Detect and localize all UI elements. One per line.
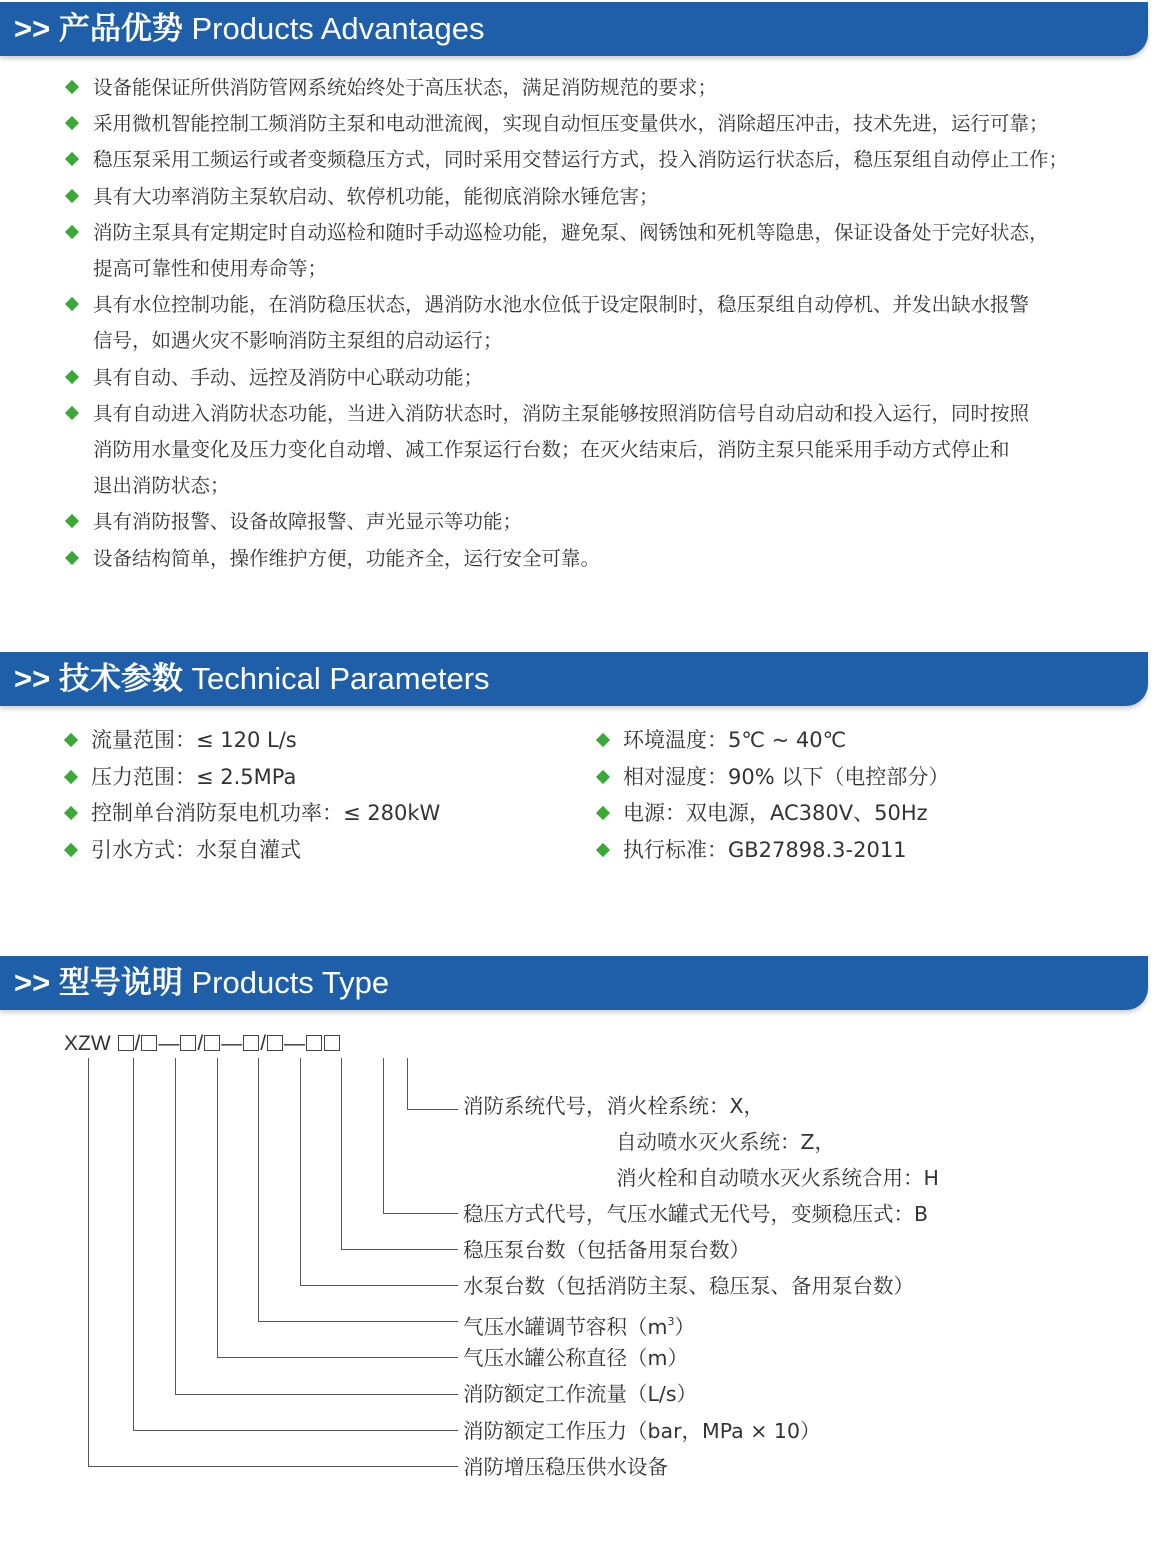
diamond-bullet-icon	[65, 80, 79, 94]
code-slot	[118, 1035, 134, 1051]
param-text: 流量范围：≤ 120 L/s	[91, 728, 297, 752]
advantage-item	[66, 541, 1068, 577]
advantage-item	[66, 70, 1068, 106]
connector-line	[258, 1321, 458, 1322]
advantage-text: 具有大功率消防主泵软启动、软停机功能，能彻底消除水锤危害；	[93, 184, 659, 208]
advantage-item-continued	[66, 432, 1068, 468]
code-separator: /	[197, 1032, 204, 1055]
connector-line	[175, 1058, 176, 1394]
param-text: 执行标准：GB27898.3-2011	[623, 837, 907, 862]
desc-tank-volume: 气压水罐调节容积$(m^3)$	[463, 1315, 695, 1339]
connector-line	[133, 1430, 458, 1431]
connector-line	[217, 1357, 458, 1358]
diamond-bullet-icon	[65, 116, 79, 130]
param-text: 电源：双电源，AC380V、50Hz	[623, 801, 928, 825]
advantage-text: 具有自动、手动、远控及消防中心联动功能；	[93, 365, 484, 389]
diamond-bullet-icon	[64, 806, 78, 820]
diamond-bullet-icon	[65, 152, 79, 166]
desc-system-code: 消防系统代号，消火栓系统：X，	[463, 1094, 765, 1118]
section-header-advantages	[0, 2, 1148, 56]
advantage-text: 消防用水量变化及压力变化自动增、减工作泵运行台数；在灭火结束后，消防主泵只能采用手动方式停止和	[93, 438, 1010, 462]
model-code	[64, 1030, 341, 1058]
param-text: 相对湿度：90% 以下（电控部分）	[623, 764, 950, 789]
connector-line	[217, 1058, 218, 1357]
desc-rated-flow: 消防额定工作流量（L/s）	[463, 1382, 698, 1406]
code-slot	[180, 1035, 196, 1051]
advantage-item	[66, 360, 1068, 396]
diamond-bullet-icon	[596, 842, 610, 856]
param-item	[596, 759, 949, 796]
diamond-bullet-icon	[64, 733, 78, 747]
connector-line	[407, 1109, 458, 1110]
section-header-params	[0, 652, 1148, 706]
header-arrow: >>	[14, 661, 51, 696]
connector-line	[88, 1058, 89, 1466]
advantage-item	[66, 396, 1068, 432]
section-header-type	[0, 956, 1148, 1010]
code-slot	[204, 1035, 220, 1051]
diamond-bullet-icon	[65, 406, 79, 420]
diamond-bullet-icon	[596, 806, 610, 820]
advantage-item	[66, 287, 1068, 323]
advantage-text: 提高可靠性和使用寿命等；	[93, 257, 328, 281]
header-arrow: >>	[14, 965, 51, 1000]
header-title-cn: 技术参数	[58, 661, 183, 696]
diamond-bullet-icon	[596, 733, 610, 747]
header-title-en: Products Advantages	[191, 11, 485, 46]
advantage-text: 稳压泵采用工频运行或者变频稳压方式，同时采用交替运行方式，投入消防运行状态后，稳压泵组自动停止工作；	[93, 148, 1069, 172]
advantage-item	[66, 179, 1068, 215]
code-separator: /	[260, 1032, 267, 1055]
connector-line	[175, 1394, 458, 1395]
advantage-item-continued	[66, 323, 1068, 359]
connector-line	[88, 1466, 458, 1467]
param-item	[64, 722, 440, 759]
advantage-text: 具有消防报警、设备故障报警、声光显示等功能；	[93, 510, 523, 534]
connector-line	[383, 1058, 384, 1213]
connector-line	[300, 1285, 458, 1286]
diamond-bullet-icon	[65, 297, 79, 311]
param-text: 压力范围：≤ 2.5MPa	[91, 764, 297, 789]
connector-line	[258, 1058, 259, 1321]
advantage-text: 具有自动进入消防状态功能，当进入消防状态时，消防主泵能够按照消防信号自动启动和投入运行，同时按照	[93, 401, 1030, 425]
header-arrow: >>	[14, 11, 51, 46]
code-dash: —	[284, 1032, 306, 1055]
diamond-bullet-icon	[65, 551, 79, 565]
advantage-item	[66, 142, 1068, 178]
code-slot	[141, 1035, 157, 1051]
connector-line	[133, 1058, 134, 1430]
desc-pressure-mode: 稳压方式代号，气压水罐式无代号，变频稳压式：B	[463, 1202, 929, 1226]
diamond-bullet-icon	[65, 370, 79, 384]
connector-line	[407, 1058, 408, 1109]
advantages-list	[66, 70, 1068, 577]
advantage-item	[66, 504, 1068, 540]
advantage-text: 设备结构简单，操作维护方便，功能齐全，运行安全可靠。	[93, 546, 601, 570]
advantage-text: 消防主泵具有定期定时自动巡检和随时手动巡检功能，避免泵、阀锈蚀和死机等隐患，保证设备处于完好状态，	[93, 220, 1049, 244]
advantage-item	[66, 106, 1068, 142]
desc-system-code-z: 自动喷水灭火系统：Z，	[616, 1130, 836, 1154]
param-text: 控制单台消防泵电机功率：≤ 280kW	[91, 801, 441, 825]
code-slot	[324, 1035, 340, 1051]
params-right-column	[596, 722, 949, 868]
desc-stabilizer-count: 稳压泵台数（包括备用泵台数）	[463, 1238, 750, 1262]
header-title-en: Technical Parameters	[191, 661, 490, 696]
code-dash: —	[158, 1032, 180, 1055]
desc-pump-count: 水泵台数（包括消防主泵、稳压泵、备用泵台数）	[463, 1274, 914, 1298]
advantage-item-continued	[66, 251, 1068, 287]
code-separator: /	[134, 1032, 141, 1055]
param-item	[596, 722, 949, 759]
advantage-item-continued	[66, 468, 1068, 504]
params-left-column	[64, 722, 440, 868]
param-item	[64, 759, 440, 796]
param-item	[64, 832, 440, 869]
diamond-bullet-icon	[65, 189, 79, 203]
connector-line	[341, 1058, 342, 1249]
code-dash: —	[221, 1032, 243, 1055]
advantage-text: 退出消防状态；	[93, 474, 230, 498]
param-item	[64, 795, 440, 832]
diamond-bullet-icon	[596, 769, 610, 783]
advantage-text: 采用微机智能控制工频消防主泵和电动泄流阀，实现自动恒压变量供水，消除超压冲击，技术先进，运行可靠；	[93, 112, 1049, 136]
param-text: 引水方式：水泵自灌式	[91, 837, 301, 862]
diamond-bullet-icon	[65, 225, 79, 239]
desc-rated-pressure: 消防额定工作压力（bar，MPa × 10）	[463, 1419, 821, 1443]
code-slot	[306, 1035, 322, 1051]
desc-equipment: 消防增压稳压供水设备	[463, 1455, 668, 1479]
advantage-text: 信号，如遇火灾不影响消防主泵组的启动运行；	[93, 329, 503, 353]
param-text: 环境温度：5℃ ~ 40℃	[623, 728, 847, 752]
connector-line	[300, 1058, 301, 1285]
advantage-item	[66, 215, 1068, 251]
model-prefix: XZW	[64, 1032, 111, 1055]
param-item	[596, 795, 949, 832]
desc-system-code-h: 消火栓和自动喷水灭火系统合用：H	[616, 1166, 939, 1190]
diamond-bullet-icon	[65, 514, 79, 528]
advantage-text: 设备能保证所供消防管网系统始终处于高压状态，满足消防规范的要求；	[93, 76, 718, 99]
header-title-en: Products Type	[191, 965, 390, 1000]
code-slot	[243, 1035, 259, 1051]
connector-line	[383, 1213, 458, 1214]
header-title-cn: 型号说明	[58, 965, 183, 1000]
diamond-bullet-icon	[64, 842, 78, 856]
desc-tank-diameter: 气压水罐公称直径（m）	[463, 1346, 688, 1370]
diamond-bullet-icon	[64, 769, 78, 783]
connector-line	[341, 1249, 458, 1250]
param-item	[596, 832, 949, 869]
advantage-text: 具有水位控制功能，在消防稳压状态，遇消防水池水位低于设定限制时，稳压泵组自动停机、并发出缺水报警	[93, 293, 1030, 317]
code-slot	[267, 1035, 283, 1051]
header-title-cn: 产品优势	[58, 11, 183, 46]
